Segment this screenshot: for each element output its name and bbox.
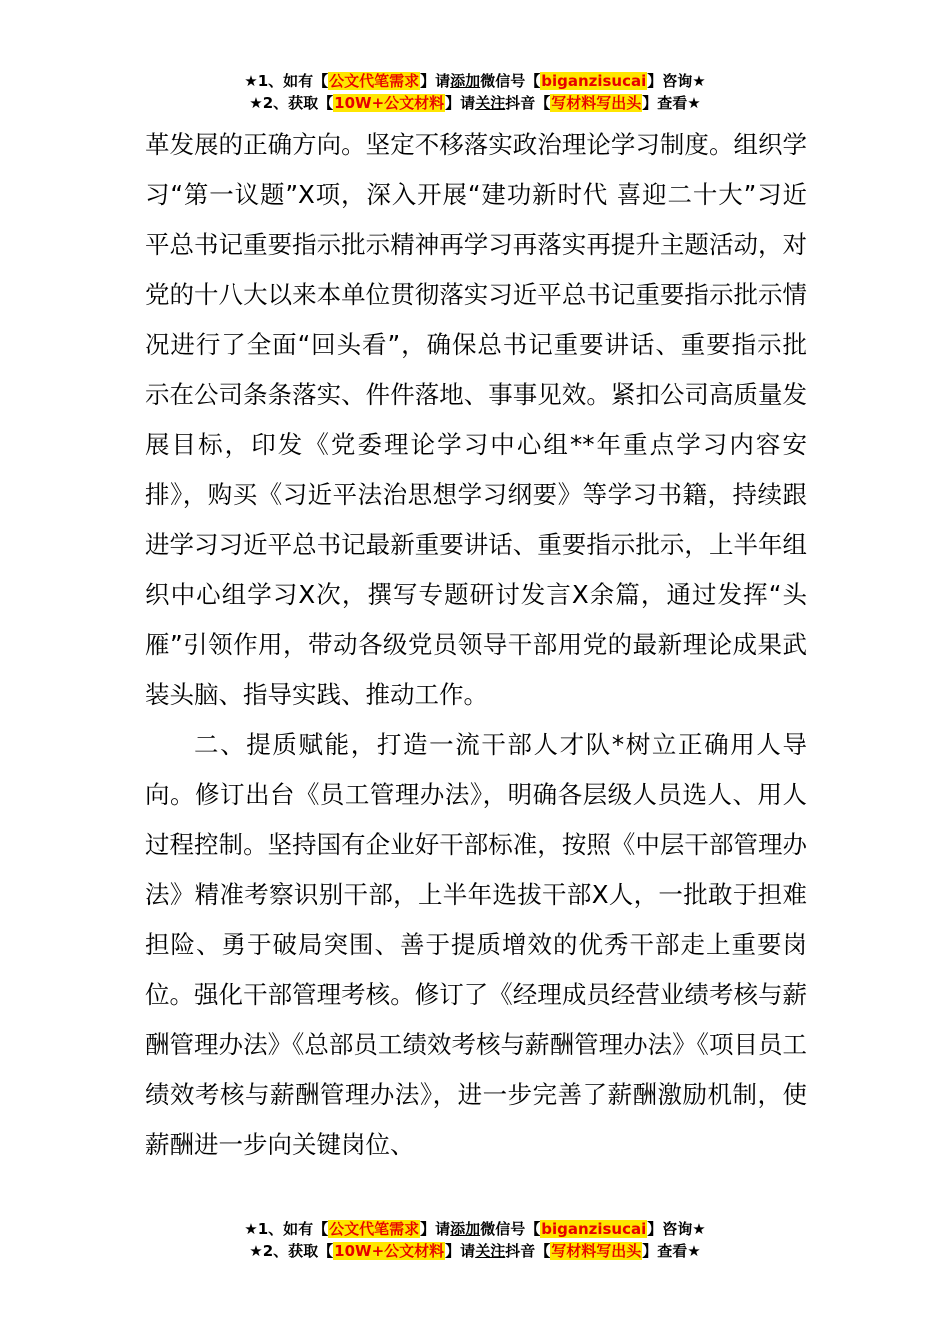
star-icon: ★: [244, 72, 258, 90]
document-body: [145, 120, 807, 1170]
promo-highlight: 10W+公文材料: [334, 1242, 445, 1260]
promo-text: 】请: [420, 1220, 451, 1238]
promo-text: 】咨询: [647, 1220, 693, 1238]
promo-underlined-text: 添加: [450, 72, 481, 90]
promo-highlight: 公文代笔需求: [329, 72, 420, 90]
promo-line-1: [0, 1218, 950, 1240]
promo-text: 】查看: [642, 1242, 688, 1260]
promo-highlight-wechat-id: biganzisucai: [541, 1220, 647, 1238]
promo-underlined-text: 添加: [450, 1220, 481, 1238]
promo-line-2: [0, 1240, 950, 1262]
promo-highlight-wechat-id: biganzisucai: [541, 72, 647, 90]
promo-text: 抖音【: [505, 1242, 551, 1260]
footer-promo-banner: [0, 1218, 950, 1262]
star-icon: ★: [692, 72, 706, 90]
promo-text: 2、获取【: [262, 94, 334, 112]
promo-underlined-text: 关注: [475, 1242, 506, 1260]
star-icon: ★: [244, 1220, 258, 1238]
star-icon: ★: [687, 1242, 701, 1260]
promo-underlined-text: 关注: [475, 94, 506, 112]
star-icon: ★: [687, 94, 701, 112]
promo-highlight-douyin-account: 写材料写出头: [551, 1242, 642, 1260]
promo-highlight: 10W+公文材料: [334, 94, 445, 112]
header-promo-banner: [0, 70, 950, 114]
body-paragraph-continuation: 革发展的正确方向。坚定不移落实政治理论学习制度。组织学习“第一议题”X项，深入开展“建功新时代 喜迎二十大”习近平总书记重要指示批示精神再学习再落实再提升主题活动，对党的十八大以来本单位贯彻落实习近平总书记重要指示批示情况进行了全面“回头看”，确保总书记重要讲话、重要指示批示在公司条条落实、件件落地、事事见效。紧扣公司高质量发展目标，印发《党委理论学习中心组**年重点学习内容安排》，购买《习近平法治思想学习纲要》等学习书籍，持续跟进学习习近平总书记最新重要讲话、重要指示批示，上半年组织中心组学习X次，撰写专题研讨发言X余篇，通过发挥“头雁”引领作用，带动各级党员领导干部用党的最新理论成果武装头脑、指导实践、推动工作。: [145, 130, 807, 709]
promo-text: 】请: [420, 72, 451, 90]
promo-text: 1、如有【: [257, 1220, 329, 1238]
star-icon: ★: [249, 1242, 263, 1260]
star-icon: ★: [249, 94, 263, 112]
promo-highlight-douyin-account: 写材料写出头: [551, 94, 642, 112]
promo-text: 微信号【: [480, 72, 541, 90]
promo-text: 】请: [445, 1242, 476, 1260]
promo-text: 微信号【: [480, 1220, 541, 1238]
promo-highlight: 公文代笔需求: [329, 1220, 420, 1238]
promo-line-1: [0, 70, 950, 92]
promo-text: 1、如有【: [257, 72, 329, 90]
promo-text: 】查看: [642, 94, 688, 112]
promo-line-2: [0, 92, 950, 114]
promo-text: 抖音【: [505, 94, 551, 112]
body-paragraph-section-two: 二、提质赋能，打造一流干部人才队*树立正确用人导向。修订出台《员工管理办法》，明确各层级人员选人、用人过程控制。坚持国有企业好干部标准，按照《中层干部管理办法》精准考察识别干部，上半年选拔干部X人，一批敢于担难担险、勇于破局突围、善于提质增效的优秀干部走上重要岗位。强化干部管理考核。修订了《经理成员经营业绩考核与薪酬管理办法》《总部员工绩效考核与薪酬管理办法》《项目员工绩效考核与薪酬管理办法》，进一步完善了薪酬激励机制，使薪酬进一步向关键岗位、: [145, 730, 807, 1159]
promo-text: 】咨询: [647, 72, 693, 90]
promo-text: 2、获取【: [262, 1242, 334, 1260]
star-icon: ★: [692, 1220, 706, 1238]
promo-text: 】请: [445, 94, 476, 112]
